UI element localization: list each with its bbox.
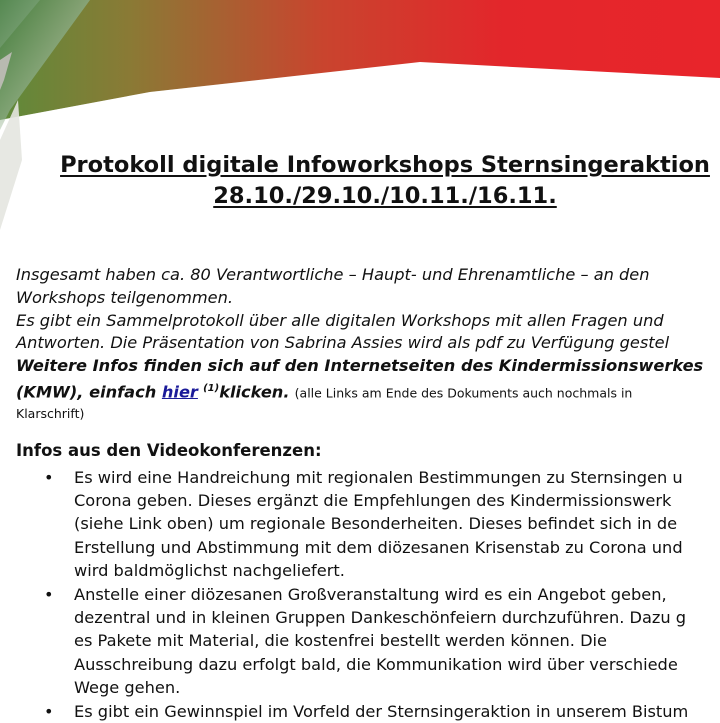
bullet-line: (siehe Link oben) um regionale Besonderheiten. Dieses befindet sich in de xyxy=(74,514,678,534)
bullet-line: wird baldmöglichst nachgeliefert. xyxy=(74,560,345,580)
intro-p3-text: Weitere Infos finden sich auf den Internetseiten des Kindermissionswerkes xyxy=(16,356,704,376)
bullet-icon: • xyxy=(44,468,54,487)
bullet-line: Erstellung und Abstimmung mit dem diözesanen Krisenstab zu Corona und xyxy=(74,537,683,557)
links-note-cont: Klarschrift) xyxy=(16,406,85,422)
document-title-dates: 28.10./29.10./10.11./16.11. xyxy=(213,183,557,209)
bullet-line: Ausschreibung dazu erfolgt bald, die Kommunikation wird über verschiede xyxy=(74,654,678,674)
list-item xyxy=(0,466,720,582)
bullet-line: Es wird eine Handreichung mit regionalen Bestimmungen zu Sternsingen u xyxy=(74,468,683,487)
intro-p3-suffix: klicken. xyxy=(219,382,290,402)
intro-p1-line1: Insgesamt haben ca. 80 Verantwortliche – Haupt- und Ehrenamtliche – an den xyxy=(16,265,650,284)
intro-p3-line2 xyxy=(16,378,720,405)
intro-p3-line1 xyxy=(16,355,720,378)
footnote-marker: (1) xyxy=(203,382,220,394)
list-item xyxy=(0,583,720,699)
section-heading: Infos aus den Videokonferenzen: xyxy=(16,441,322,460)
links-note: (alle Links am Ende des Dokuments auch nochmals in xyxy=(294,385,633,401)
intro-p2-line1: Es gibt ein Sammelprotokoll über alle digitalen Workshops mit allen Fragen und xyxy=(16,310,664,330)
bullet-line: dezentral und in kleinen Gruppen Dankeschönfeiern durchzuführen. Dazu g xyxy=(74,608,687,628)
bullet-line: Wege gehen. xyxy=(74,677,181,697)
bullet-icon: • xyxy=(44,702,54,722)
intro-p3-prefix: (KMW), einfach xyxy=(16,382,162,402)
bullet-line: Corona geben. Dieses ergänzt die Empfehlungen des Kindermissionswerk xyxy=(74,491,672,511)
bullet-icon: • xyxy=(44,585,54,605)
intro-paragraphs xyxy=(16,264,720,423)
hier-link[interactable]: hier xyxy=(161,382,198,402)
bullet-line: Es gibt ein Gewinnspiel im Vorfeld der Sternsingeraktion in unserem Bistum xyxy=(74,702,689,722)
bullet-line: Anstelle einer diözesanen Großveranstaltung wird es ein Angebot geben, xyxy=(74,585,667,605)
document-title: Protokoll digitale Infoworkshops Sternsingeraktion xyxy=(60,152,710,178)
intro-p2-line2: Antworten. Die Präsentation von Sabrina Assies wird als pdf zu Verfügung gestel xyxy=(16,333,670,353)
bullet-line: es Pakete mit Material, die kostenfrei bestellt werden können. Die xyxy=(74,631,608,651)
bullet-list xyxy=(0,466,720,723)
intro-p1-line2: Workshops teilgenommen. xyxy=(16,287,233,307)
